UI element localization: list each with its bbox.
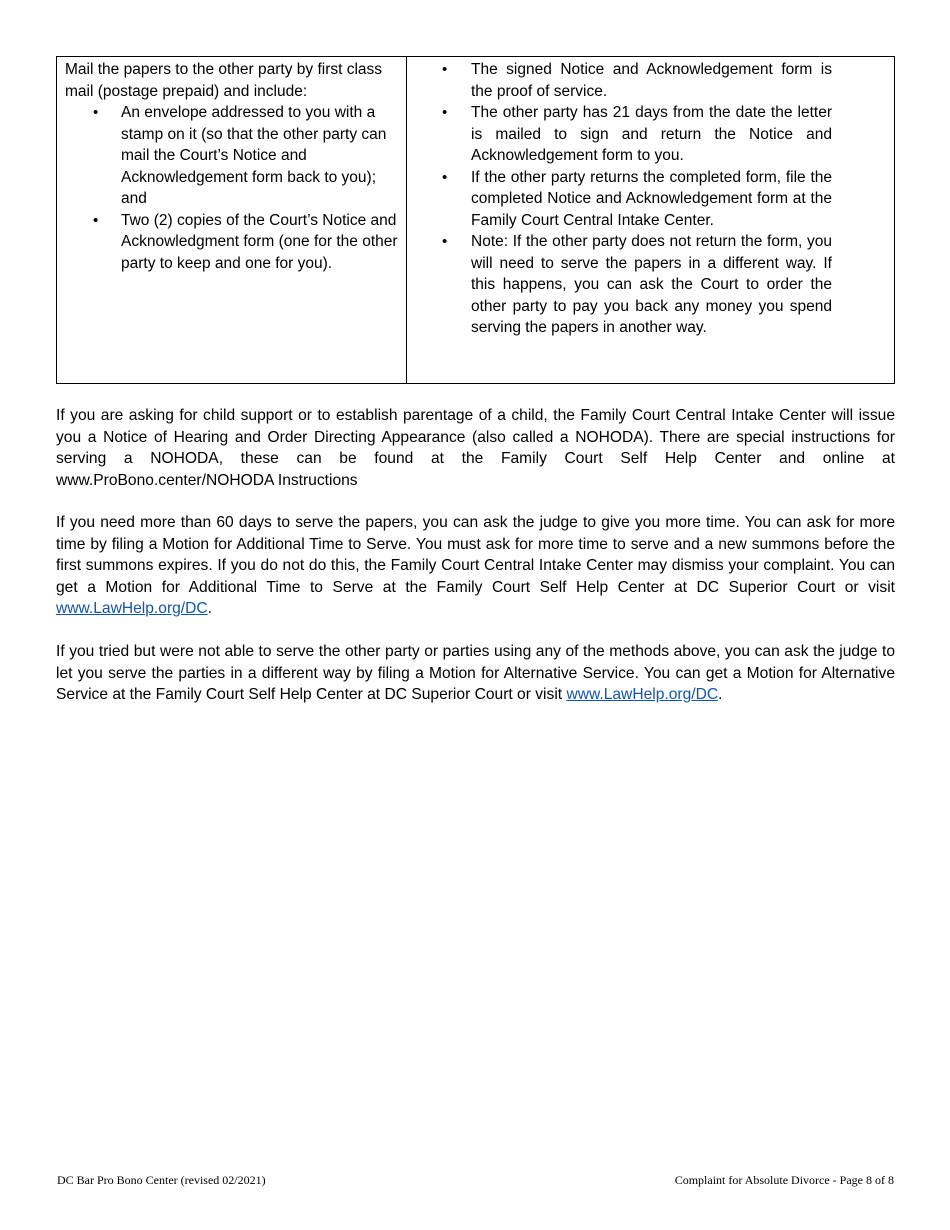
- lawhelp-link[interactable]: www.LawHelp.org/DC: [566, 686, 719, 703]
- list-item: • The signed Notice and Acknowledgement form is the proof of service.: [471, 59, 832, 102]
- mail-include-list: [65, 102, 400, 274]
- alternative-service-end: .: [718, 686, 723, 703]
- footer-revision-note: DC Bar Pro Bono Center (revised 02/2021): [57, 1173, 266, 1187]
- list-item: • Note: If the other party does not return the form, you will need to serve the papers in a different way. If this happens, you can ask the Court to order the other party to pay you back any money you spend serving the papers in another way.: [471, 231, 832, 339]
- table-row: [57, 57, 895, 384]
- lawhelp-link[interactable]: www.LawHelp.org/DC: [56, 600, 208, 617]
- mail-instructions-cell: [57, 57, 407, 384]
- list-item: • Two (2) copies of the Court’s Notice and Acknowledgment form (one for the other party to keep and one for you).: [121, 210, 400, 275]
- additional-time-end: .: [207, 600, 213, 617]
- footer-page-number: Complaint for Absolute Divorce - Page 8 of 8: [674, 1173, 894, 1187]
- nohoda-paragraph: If you are asking for child support or to establish parentage of a child, the Family Court Central Intake Center will issue you a Notice of Hearing and Order Directing Appearance (also called a NOHODA). There are special instructions for serving a NOHODA, these can be found at the Family Court Self Help Center and online at www.ProBono.center/NOHODA Instructions: [56, 407, 895, 489]
- additional-time-text: If you need more than 60 days to serve the papers, you can ask the judge to give you more time. You can ask for more time by filing a Motion for Additional Time to Serve. You must ask for more time to serve and a new summons before the first summons expires. If you do not do this, the Family Court Central Intake Center may dismiss your complaint. You can get a Motion for Additional Time to Serve at the Family Court Self Help Center at DC Superior Court or visit: [56, 514, 895, 596]
- additional-time-paragraph: [56, 512, 895, 620]
- list-item: • An envelope addressed to you with a stamp on it (so that the other party can mail the Court’s Notice and Acknowledgement form back to you); and: [121, 102, 400, 210]
- alternative-service-text: If you tried but were not able to serve the other party or parties using any of the methods above, you can ask the judge to let you serve the parties in a different way by filing a Motion for Alternative Service. You can get a Motion for Alternative Service at the Family Court Self Help Center at DC Superior Court or visit: [56, 643, 895, 703]
- alternative-service-paragraph: [56, 641, 895, 706]
- mail-service-instructions-table: [56, 56, 895, 384]
- mail-instructions-intro: Mail the papers to the other party by first class mail (postage prepaid) and include:: [65, 61, 383, 100]
- list-item: • The other party has 21 days from the date the letter is mailed to sign and return the Notice and Acknowledgement form to you.: [471, 102, 832, 167]
- proof-of-service-list: [407, 59, 832, 339]
- list-item: • If the other party returns the completed form, file the completed Notice and Acknowledgement form at the Family Court Central Intake Center.: [471, 167, 832, 232]
- proof-of-service-cell: [407, 57, 895, 384]
